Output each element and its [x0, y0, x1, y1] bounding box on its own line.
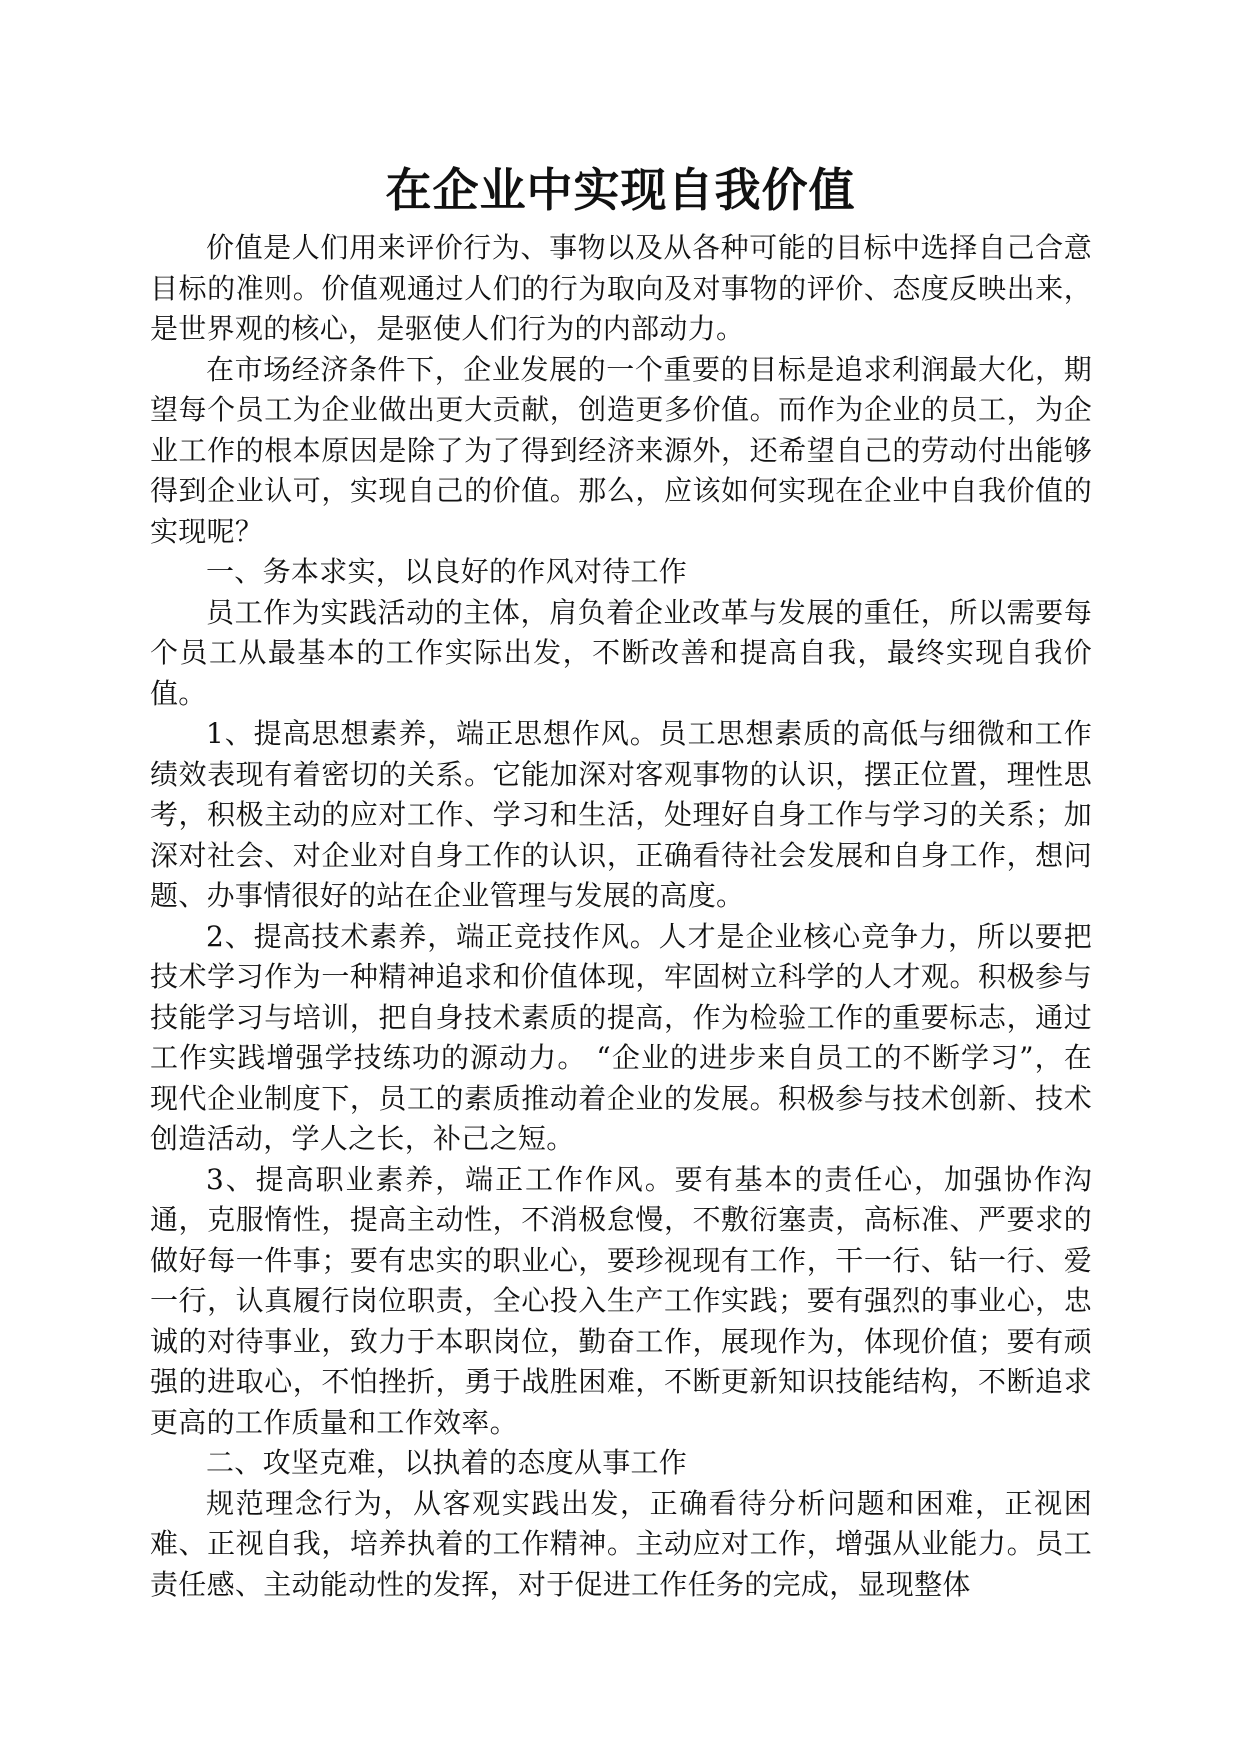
paragraph-standard-behavior: 规范理念行为，从客观实践出发，正确看待分析问题和困难，正视困难、正视自我，培养执着的工作精神。主动应对工作，增强从业能力。员工责任感、主动能动性的发挥，对于促进工作任务的完成，显现整体	[150, 1486, 1092, 1601]
paragraph-intro: 价值是人们用来评价行为、事物以及从各种可能的目标中选择自己合意目标的准则。价值观通过人们的行为取向及对事物的评价、态度反映出来，是世界观的核心，是驱使人们行为的内部动力。	[150, 231, 1092, 345]
section-heading-2: 二、攻坚克难，以执着的态度从事工作	[206, 1446, 688, 1479]
paragraph-market-economy: 在市场经济条件下，企业发展的一个重要的目标是追求利润最大化，期望每个员工为企业做出更大贡献，创造更多价值。而作为企业的员工，为企业工作的根本原因是除了为了得到经济来源外，还希望自己的劳动付出能够得到企业认可，实现自己的价值。那么，应该如何实现在企业中自我价值的实现呢？	[150, 352, 1092, 548]
paragraph-point-1: 1、提高思想素养，端正思想作风。员工思想素质的高低与细微和工作绩效表现有着密切的关系。它能加深对客观事物的认识，摆正位置，理性思考，积极主动的应对工作、学习和生活，处理好自身工作与学习的关系；加深对社会、对企业对自身工作的认识，正确看待社会发展和自身工作，想问题、办事情很好的站在企业管理与发展的高度。	[150, 717, 1092, 912]
paragraph-employee-subject: 员工作为实践活动的主体，肩负着企业改革与发展的重任，所以需要每个员工从最基本的工作实际出发，不断改善和提高自我，最终实现自我价值。	[150, 595, 1092, 710]
paragraph-point-3: 3、提高职业素养，端正工作作风。要有基本的责任心，加强协作沟通，克服惰性，提高主动性，不消极怠慢，不敷衍塞责，高标准、严要求的做好每一件事；要有忠实的职业心，要珍视现有工作，干一行、钻一行、爱一行，认真履行岗位职责，全心投入生产工作实践；要有强烈的事业心，忠诚的对待事业，致力于本职岗位，勤奋工作，展现作为，体现价值；要有顽强的进取心，不怕挫折，勇于战胜困难，不断更新知识技能结构，不断追求更高的工作质量和工作效率。	[150, 1162, 1092, 1439]
document-title: 在企业中实现自我价值	[385, 163, 856, 217]
paragraph-point-2: 2、提高技术素养，端正竞技作风。人才是企业核心竞争力，所以要把技术学习作为一种精神追求和价值体现，牢固树立科学的人才观。积极参与技能学习与培训，把自身技术素质的提高，作为检验工作的重要标志，通过工作实践增强学技练功的源动力。 “企业的进步来自员工的不断学习”，在现代企业制度下，员工的素质推动着企业的发展。积极参与技术创新、技术创造活动，学人之长，补己之短。	[150, 919, 1092, 1155]
section-heading-1: 一、务本求实，以良好的作风对待工作	[206, 555, 688, 588]
document-body	[150, 228, 1092, 1605]
